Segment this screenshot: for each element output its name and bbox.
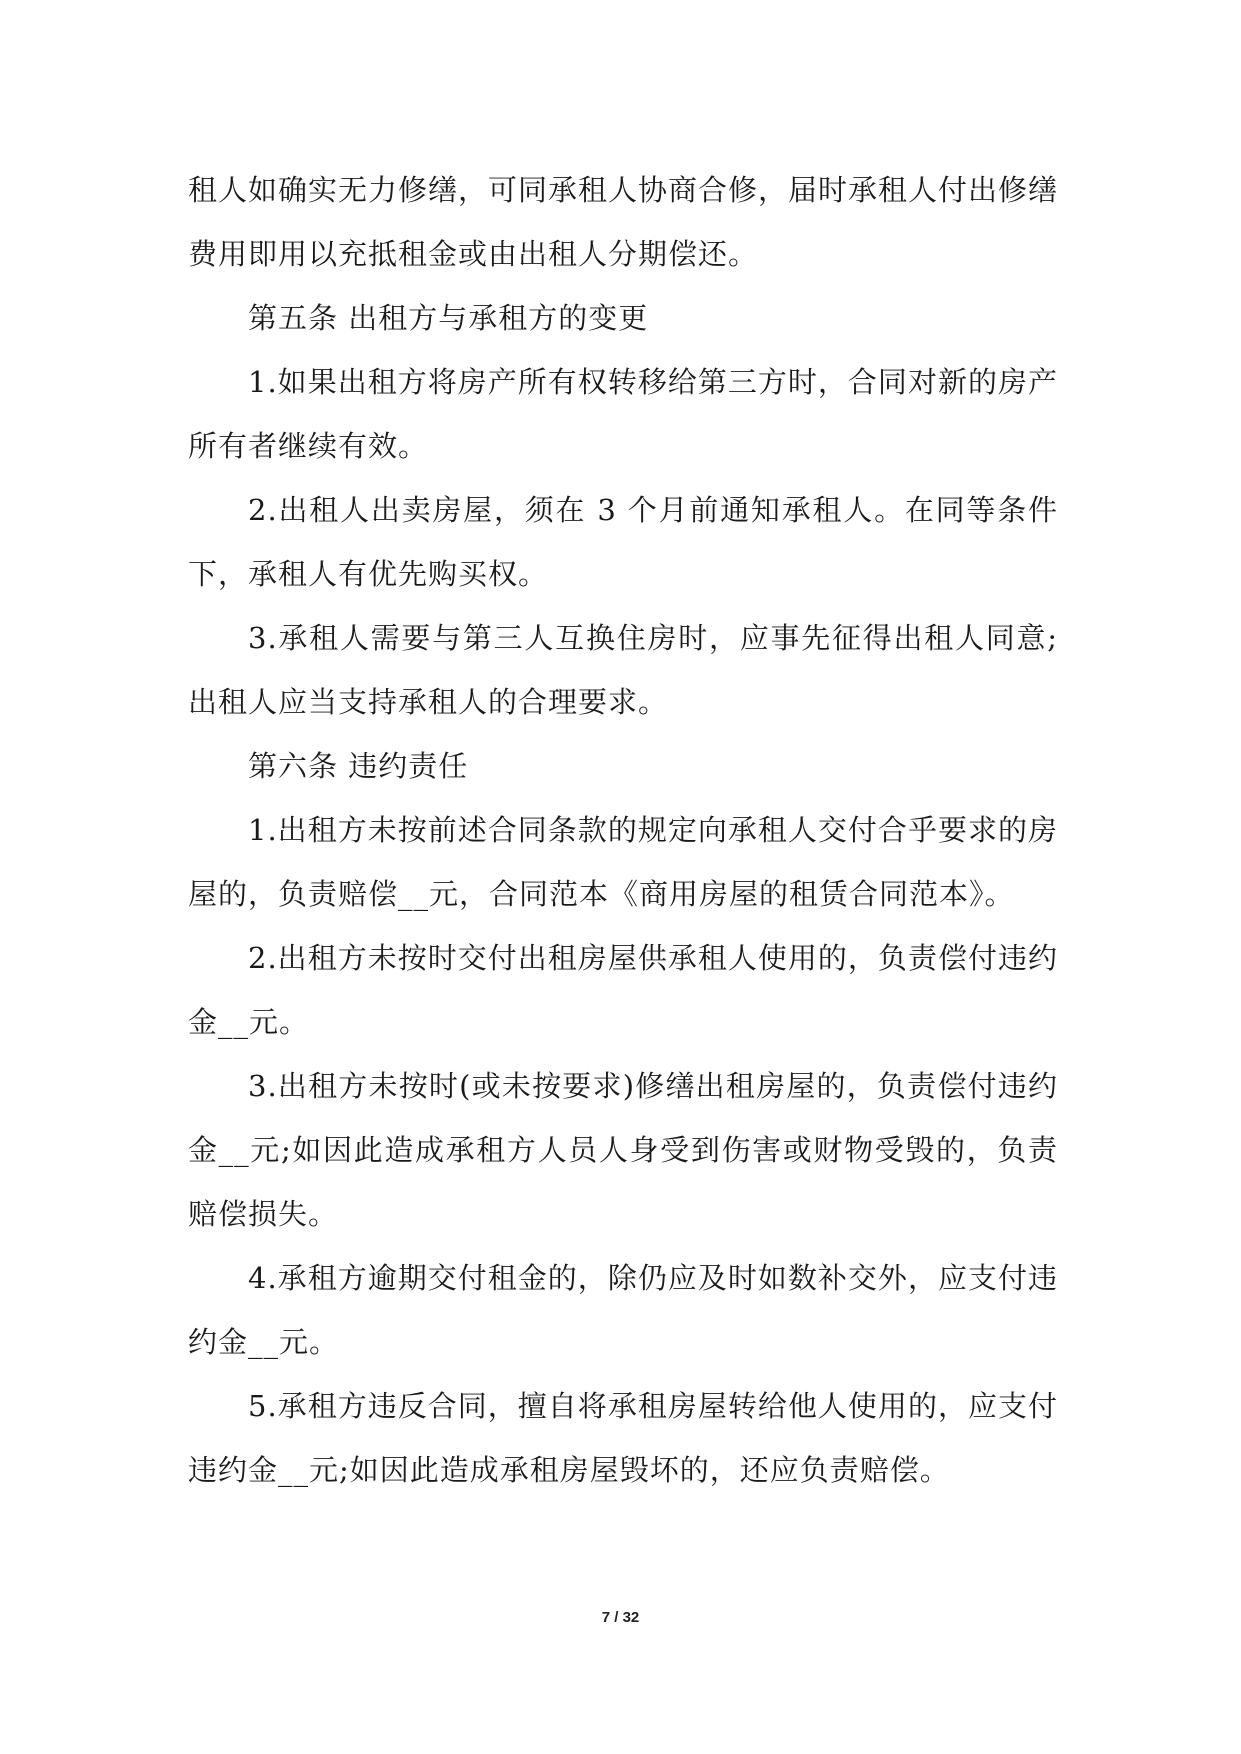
paragraph-clause-6-2: 2.出租方未按时交付出租房屋供承租人使用的，负责偿付违约金__元。 xyxy=(188,941,1058,1039)
paragraph-clause-6-5: 5.承租方违反合同，擅自将承租房屋转给他人使用的，应支付违约金__元;如因此造成承租房屋毁坏的，还应负责赔偿。 xyxy=(188,1389,1058,1487)
section-heading-6: 第六条 违约责任 xyxy=(248,749,469,783)
paragraph-clause-5-2: 2.出租人出卖房屋，须在 3 个月前通知承租人。在同等条件下，承租人有优先购买权。 xyxy=(188,493,1058,591)
paragraph-clause-5-3: 3.承租人需要与第三人互换住房时，应事先征得出租人同意;出租人应当支持承租人的合理要求。 xyxy=(188,621,1058,719)
paragraph-continuation: 租人如确实无力修缮，可同承租人协商合修，届时承租人付出修缮费用即用以充抵租金或由出租人分期偿还。 xyxy=(188,173,1059,271)
page-number: 7 / 32 xyxy=(601,1609,640,1626)
section-heading-5: 第五条 出租方与承租方的变更 xyxy=(248,301,649,335)
paragraph-clause-6-4: 4.承租方逾期交付租金的，除仍应及时如数补交外，应支付违约金__元。 xyxy=(188,1261,1058,1359)
paragraph-clause-6-3: 3.出租方未按时(或未按要求)修缮出租房屋的，负责偿付违约金__元;如因此造成承租方人员人身受到伤害或财物受毁的，负责赔偿损失。 xyxy=(188,1069,1058,1231)
paragraph-clause-5-1: 1.如果出租方将房产所有权转移给第三方时，合同对新的房产所有者继续有效。 xyxy=(188,365,1058,463)
document-body xyxy=(188,158,1058,1502)
paragraph-clause-6-1: 1.出租方未按前述合同条款的规定向承租人交付合乎要求的房屋的，负责赔偿__元，合同范本《商用房屋的租赁合同范本》。 xyxy=(188,813,1058,911)
